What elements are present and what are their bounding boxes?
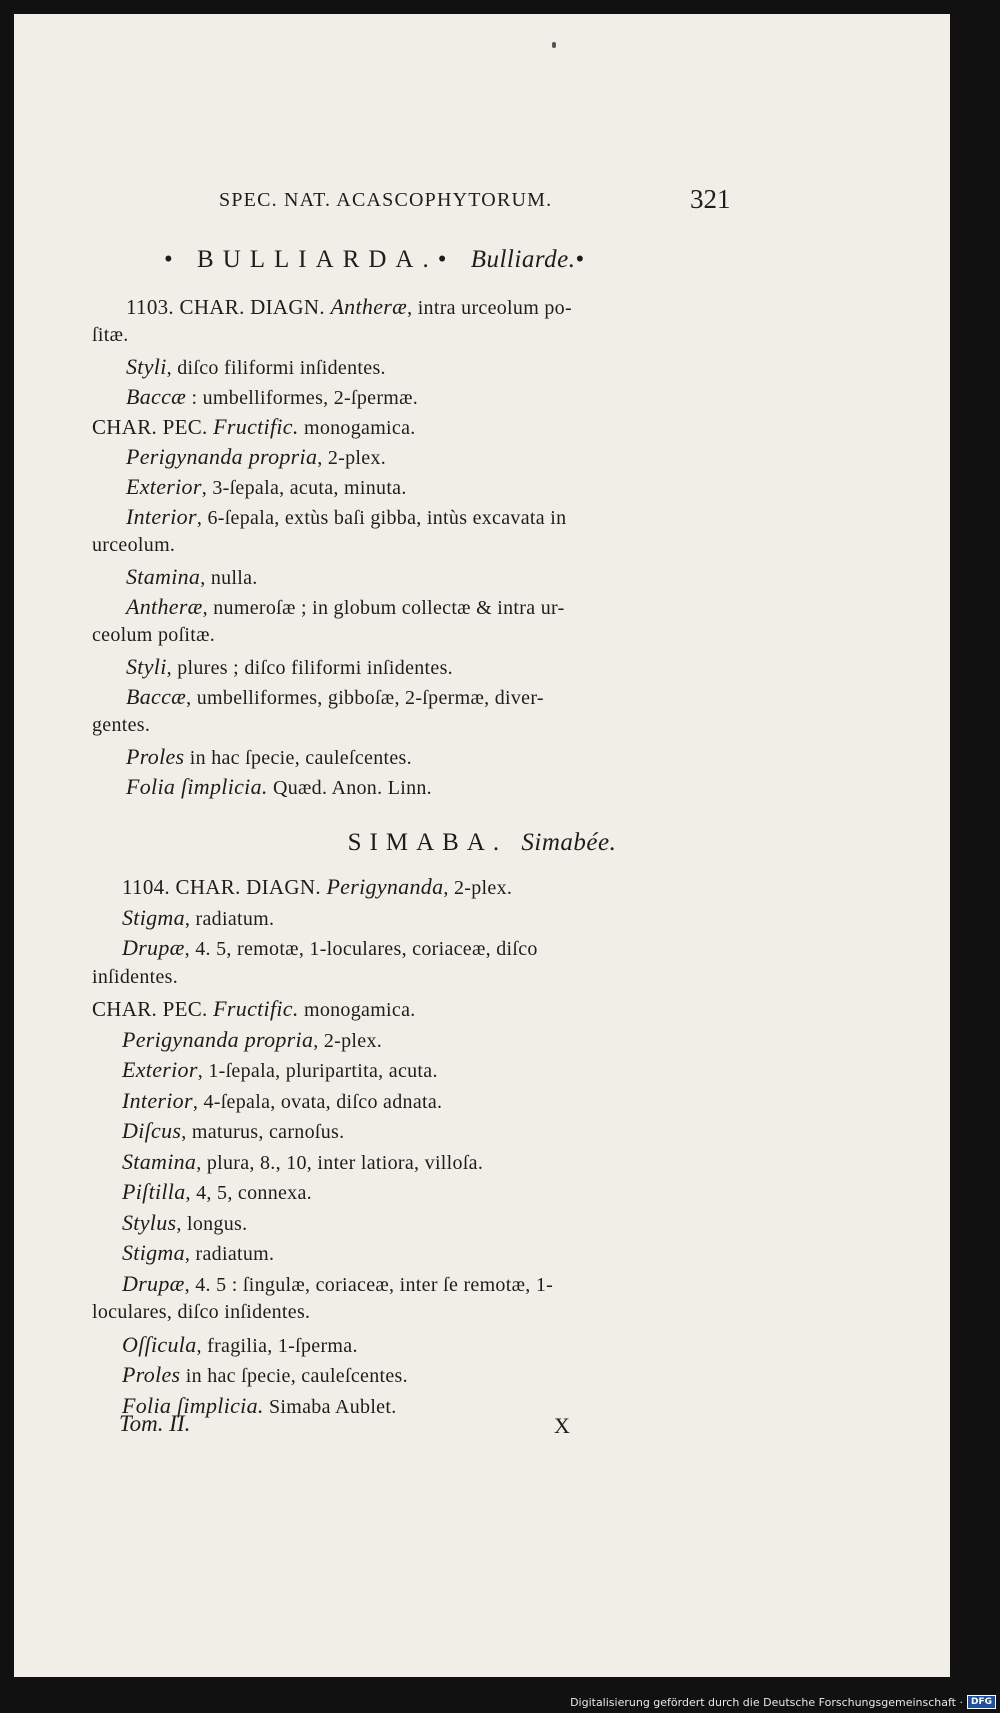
character-heading: CHAR. DIAGN. [179,295,331,319]
character-heading: CHAR. PEC. [92,415,214,439]
text: , 2-plex. [313,1029,383,1052]
text-line [92,414,416,440]
book-page [14,14,950,1677]
text-line [126,564,258,590]
term: Proles [122,1362,181,1387]
text-line [126,444,386,470]
text-line [122,1027,382,1053]
term: Fructific. [213,414,299,439]
text-line [92,1301,310,1324]
term: Stamina [126,564,201,589]
text: in hac ſpecie, cauleſcentes. [184,747,412,769]
text-line [122,1210,247,1236]
term: Diſcus [122,1118,182,1143]
term: Perigynanda propria [126,444,318,469]
text: , fragilia, 1-ſperma. [196,1334,358,1357]
text: , nulla. [200,567,258,589]
term: Exterior [122,1057,198,1082]
term: Proles [126,744,185,769]
text-line [126,504,566,530]
genus-name: BULLIARDA. [197,246,438,273]
term: Antheræ [330,294,408,319]
genus-title-simaba [14,829,950,857]
text: , 4. 5, remotæ, 1-loculares, coriaceæ, diſco [184,938,538,960]
text: , 4. 5 : ſingulæ, coriaceæ, inter ſe remotæ, 1- [184,1273,554,1296]
text-line [126,684,544,710]
term: Drupæ [122,935,185,960]
genus-name: SIMABA. [347,829,508,856]
text-line [122,1332,358,1358]
text: inſidentes. [92,965,179,988]
text: in hac ſpecie, cauleſcentes. [180,1365,408,1387]
term: Drupæ [122,1270,185,1296]
text-line [122,1057,438,1083]
text: , plures ; diſco filiformi inſidentes. [166,657,453,679]
text-line [92,624,215,647]
text: monogamica. [298,417,416,439]
text-line [126,654,453,680]
entry-number: 1104. [122,875,176,899]
term: Stylus [122,1209,177,1235]
text-line [92,534,175,557]
text-line [92,966,178,989]
text-line [122,1149,483,1175]
term: Interior [122,1087,193,1113]
vernacular-name: Simabée. [521,829,617,856]
text: , maturus, carnoſus. [181,1121,345,1143]
text: , 6-ſepala, extùs baſi gibba, intùs excavata in [196,507,567,529]
text-line [126,744,412,770]
text: , plura, 8., 10, inter latiora, villoſa. [196,1151,484,1174]
term: Folia ſimplicia. [122,1392,264,1418]
text-line [126,594,565,620]
text: , numeroſæ ; in globum collectæ & intra ur- [202,597,565,619]
text: loculares, diſco inſidentes. [92,1301,311,1323]
text: urceolum. [92,534,176,556]
text: , longus. [176,1212,248,1235]
text-line [122,1271,553,1297]
term: Folia ſimplicia. [126,774,268,799]
text: , 4-ſepala, ovata, diſco adnata. [192,1090,443,1113]
text-line [126,294,572,320]
term: Baccæ [126,384,187,409]
text-line [92,996,416,1022]
term: Styli [126,354,167,379]
text-line [122,905,274,931]
character-heading: CHAR. DIAGN. [175,875,327,899]
title-mark: • [437,246,456,273]
text: monogamica. [298,999,416,1021]
term: Styli [126,654,167,679]
dfg-logo: DFG [967,1695,996,1709]
footer-text: Digitalisierung gefördert durch die Deutsche Forschungsgemeinschaft · [570,1695,963,1709]
text-line [126,384,418,410]
term: Antheræ [126,594,203,619]
term: Stigma [122,1240,185,1265]
text: , umbelliformes, gibboſæ, 2-ſpermæ, diver- [186,687,544,709]
term: Baccæ [126,684,187,709]
text: , 4, 5, connexa. [185,1182,312,1204]
text-line [122,1179,312,1205]
text: , 2-plex. [317,447,387,469]
text-line [92,714,150,737]
title-bullet: • [164,246,182,273]
text-line [122,874,512,900]
text-line [122,1088,442,1114]
text: , 1-ſepala, pluripartita, acuta. [197,1060,438,1082]
vernacular-name: Bulliarde. [470,246,576,273]
term: Interior [126,504,197,529]
text: ceolum poſitæ. [92,624,216,646]
text: , diſco filiformi inſidentes. [166,357,386,379]
text: gentes. [92,714,151,736]
term: Stamina [122,1148,197,1174]
digitization-footer [570,1695,996,1709]
character-heading: CHAR. PEC. [92,997,214,1021]
text-line [92,324,129,347]
running-head: SPEC. NAT. ACASCOPHYTORUM. [219,189,553,211]
text-line [122,935,538,961]
text-line [126,774,432,800]
genus-title-bulliarda [164,246,593,274]
text: Quæd. Anon. Linn. [267,777,432,799]
text: : umbelliformes, 2-ſpermæ. [186,387,419,409]
text-line [122,1362,408,1388]
term: Perigynanda propria [122,1026,314,1052]
text: , 2-plex. [443,877,513,899]
signature-volume: Tom. II. [119,1411,191,1436]
term: Fructific. [213,996,299,1021]
text: ſitæ. [92,324,129,346]
text-line [126,354,386,380]
text: , 3-ſepala, acuta, minuta. [201,477,407,499]
term: Stigma [122,904,185,930]
text-line [122,1240,274,1266]
text-line [122,1118,344,1144]
term: Piſtilla [122,1179,186,1204]
term: Exterior [126,474,202,499]
ink-speck [552,42,556,48]
text: Simaba Aublet. [263,1395,397,1418]
page-number: 321 [690,184,731,214]
text-line [126,474,407,500]
entry-number: 1103. [126,295,180,319]
text: , radiatum. [184,1243,275,1265]
text: , radiatum. [184,907,275,930]
signature-mark: X [554,1413,570,1438]
title-mark-2: • [575,246,594,273]
term: Oſſicula [122,1331,197,1357]
text: , intra urceolum po- [407,297,572,319]
term: Perigynanda [326,874,444,899]
